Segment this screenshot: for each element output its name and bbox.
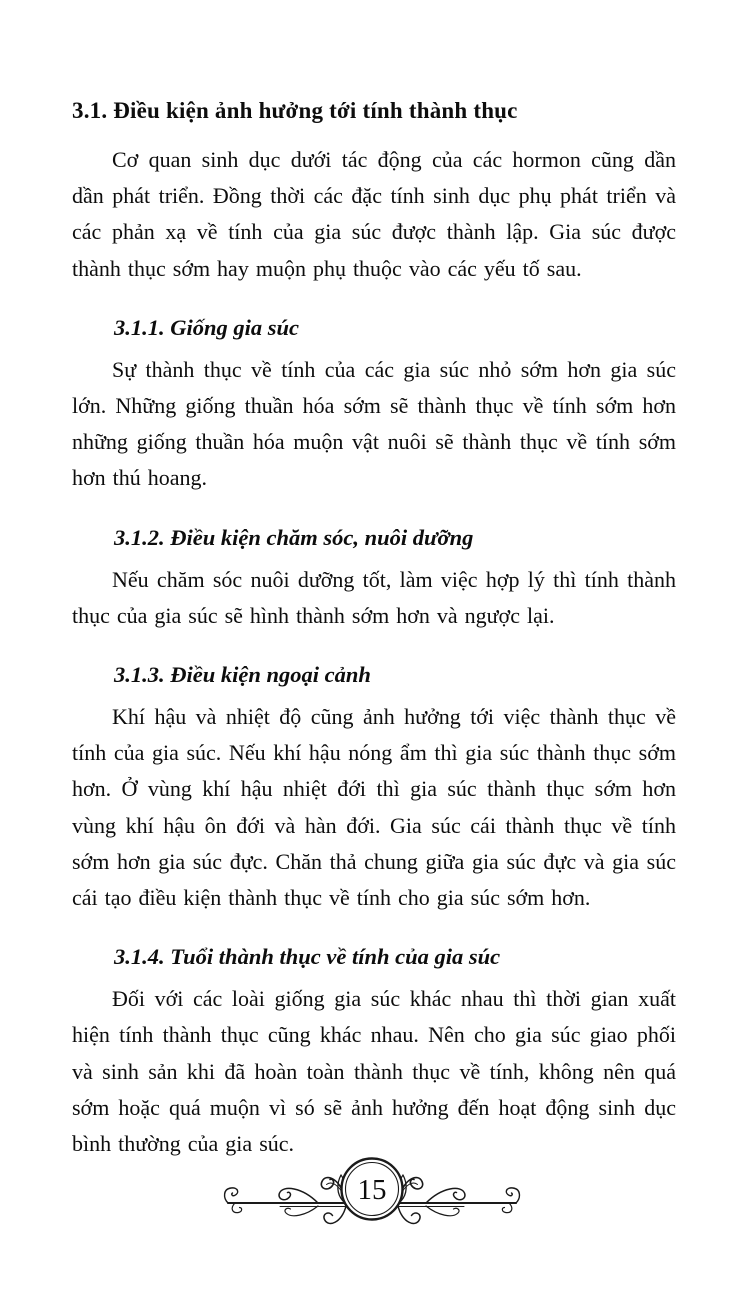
section-3-1-2 (72, 523, 676, 634)
page-number: 15 (357, 1174, 387, 1206)
subsection-heading: 3.1.3. Điều kiện ngoại cảnh (114, 662, 371, 688)
flourish-divider-icon (222, 1138, 522, 1242)
subsection-heading: 3.1.1. Giống gia súc (114, 314, 300, 340)
paragraph: Cơ quan sinh dục dưới tác động của các hormon cũng dần dần phát triển. Đồng thời các đặc tính sinh dục phụ phát triển và các phản xạ về tính của gia súc được thành lập. Gia súc được thành thục sớm hay muộn phụ thuộc vào các yếu tố sau. (72, 147, 676, 281)
subsection-heading: 3.1.2. Điều kiện chăm sóc, nuôi dưỡng (114, 524, 474, 550)
paragraph: Nếu chăm sóc nuôi dưỡng tốt, làm việc hợp lý thì tính thành thục của gia súc sẽ hình thành sớm hơn và ngược lại. (72, 566, 676, 628)
footer-ornament (222, 1138, 522, 1242)
section-3-1-3 (72, 660, 676, 916)
page-content (72, 96, 676, 1162)
section-heading: 3.1. Điều kiện ảnh hưởng tới tính thành thục (72, 98, 518, 123)
subsection-heading: 3.1.4. Tuổi thành thục về tính của gia súc (114, 944, 501, 970)
paragraph: Sự thành thục về tính của các gia súc nhỏ sớm hơn gia súc lớn. Những giống thuần hóa sớm sẽ thành thục về tính sớm hơn những giống thuần hóa muộn vật nuôi sẽ thành thục về tính sớm hơn thú hoang. (72, 356, 676, 491)
section-3-1-1 (72, 313, 676, 497)
paragraph: Khí hậu và nhiệt độ cũng ảnh hưởng tới việc thành thục về tính của gia súc. Nếu khí hậu nóng ẩm thì gia súc thành thục sớm hơn. Ở vùng khí hậu nhiệt đới thì gia súc thành thục sớm hơn vùng khí hậu ôn đới và hàn đới. Gia súc cái thành thục về tính sớm hơn gia súc đực. Chăn thả chung giữa gia súc đực và gia súc cái tạo điều kiện thành thục về tính cho gia súc sớm hơn. (72, 704, 676, 911)
section-3-1 (72, 96, 676, 287)
paragraph: Đối với các loài giống gia súc khác nhau thì thời gian xuất hiện tính thành thục cũng khác nhau. Nên cho gia súc giao phối và sinh sản khi đã hoàn toàn thành thục về tính, không nên quá sớm hoặc quá muộn vì só sẽ ảnh hưởng đến hoạt động sinh dục bình thường của gia súc. (72, 986, 676, 1157)
section-3-1-4 (72, 942, 676, 1162)
